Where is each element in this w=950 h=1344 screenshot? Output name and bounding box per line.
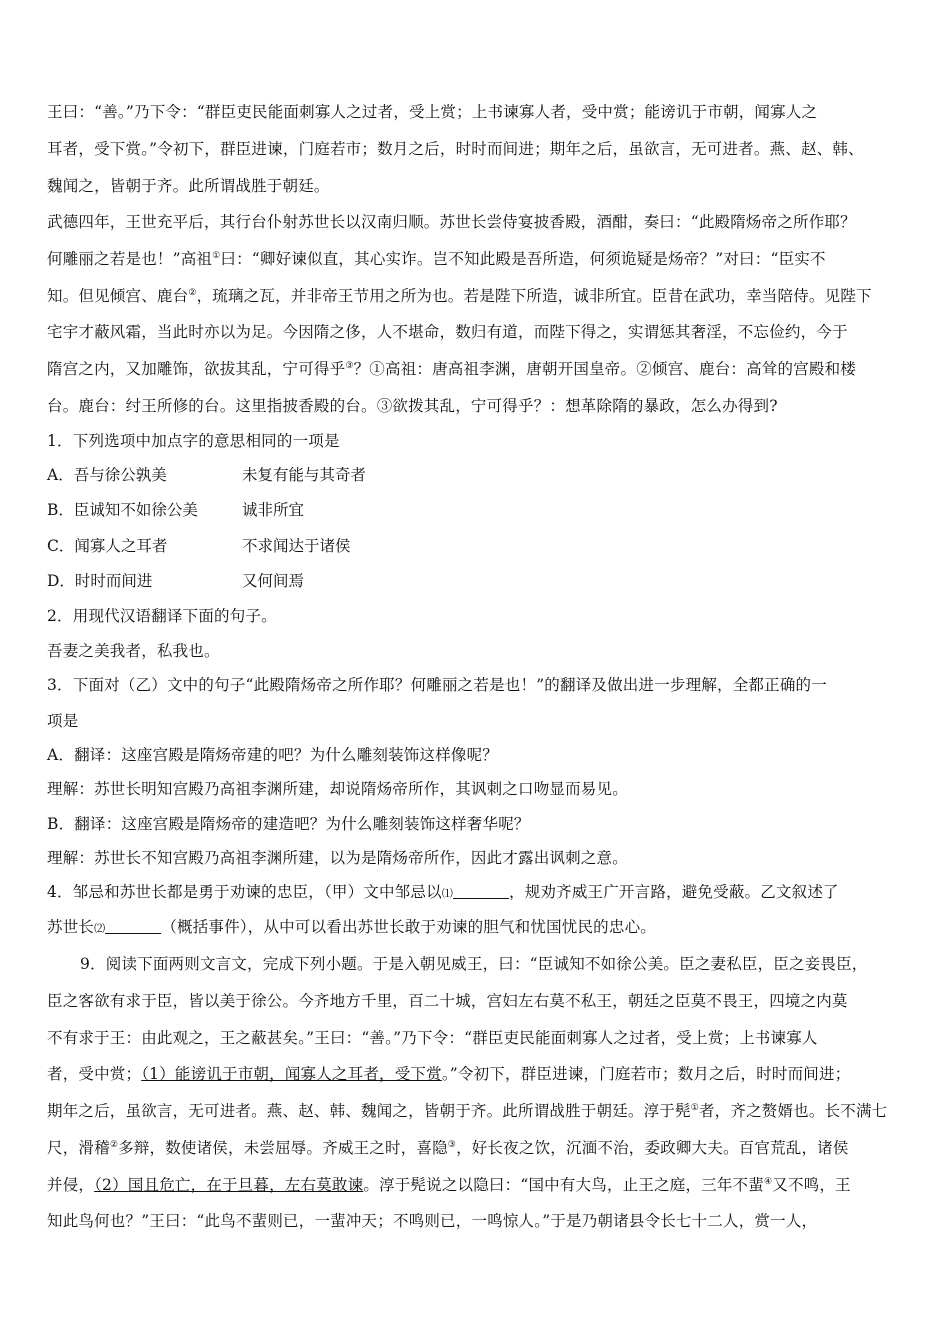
q1-option-b: B．臣诚知不如徐公美 [47, 501, 198, 519]
answer-blank-2[interactable] [105, 919, 161, 934]
footnote-marker: ① [212, 251, 221, 261]
text-line: 隋宫之内，又加雕饰，欲拔其乱，宁可得乎③？①高祖：唐高祖李渊，唐朝开国皇帝。②倾宫、鹿台：高耸的宫殿和楼 [47, 360, 856, 378]
text-line: 并侵，（2）国且危亡，在于旦暮，左右莫敢谏。淳于髡说之以隐曰：“国中有大鸟，止王之庭，三年不蜚④又不鸣，王 [47, 1176, 851, 1194]
footnote-marker: ① [690, 1103, 699, 1113]
text-line: 者，受中赏；（1）能谤讥于市朝，闻寡人之耳者，受下赏。”令初下，群臣进谏，门庭若市；数月之后，时时而间进； [47, 1065, 851, 1083]
underlined-sentence-1: （1）能谤讥于市朝，闻寡人之耳者，受下赏 [141, 1065, 442, 1083]
text-line: 知此鸟何也？”王曰：“此鸟不蜚则已，一蜚冲天；不鸣则已，一鸣惊人。”于是乃朝诸县令长七十二人，赏一人， [47, 1212, 818, 1230]
q1-option-b-pair: 诚非所宜 [242, 501, 305, 519]
footnote-marker: ② [188, 288, 197, 298]
question-3-stem-cont: 项是 [47, 712, 79, 730]
text-line: 不有求于王：由此观之，王之蔽甚矣。”王曰：“善。”乃下令：“群臣吏民能面刺寡人之过者，受上赏；上书谏寡人 [47, 1029, 818, 1047]
text-line: 台。鹿台：纣王所修的台。这里指披香殿的台。③欲拨其乱，宁可得乎？：想革除隋的暴政，怎么办得到? [47, 397, 778, 415]
q1-option-c: C．闻寡人之耳者 [47, 537, 168, 555]
text-line: 9．阅读下面两则文言文，完成下列小题。于是入朝见威王，曰：“臣诚知不如徐公美。臣之妻私臣，臣之妾畏臣， [80, 955, 868, 973]
footnote-marker: ③ [345, 361, 354, 371]
q1-option-a: A．吾与徐公孰美 [47, 466, 167, 484]
text-line: 知。但见倾宫、鹿台②，琉璃之瓦，并非帝王节用之所为也。若是陛下所造，诚非所宜。臣昔在武功，幸当陪侍。见陛下 [47, 287, 872, 305]
text-line: 耳者，受下赏。”令初下，群臣进谏，门庭若市；数月之后，时时而间进；期年之后，虽欲言，无可进者。燕、赵、韩、 [47, 140, 864, 158]
text-line: 期年之后，虽欲言，无可进者。燕、赵、韩、魏闻之，皆朝于齐。此所谓战胜于朝廷。淳于髡①者，齐之赘婿也。长不满七 [47, 1102, 888, 1120]
text-line: 武德四年，王世充平后，其行台仆射苏世长以汉南归顺。苏世长尝侍宴披香殿，酒酣，奏曰：“此殿隋炀帝之所作耶？ [47, 213, 856, 231]
q1-option-a-pair: 未复有能与其奇者 [242, 466, 367, 484]
q3-option-a-translation: A．翻译：这座宫殿是隋炀帝建的吧？为什么雕刻装饰这样像呢？ [47, 746, 498, 764]
text-line: 王曰：“善。”乃下令：“群臣吏民能面刺寡人之过者，受上赏；上书谏寡人者，受中赏；能谤讥于市朝，闻寡人之 [47, 103, 818, 121]
q1-option-d: D．时时而间进 [47, 572, 153, 590]
footnote-marker: ③ [447, 1140, 457, 1150]
q1-option-d-pair: 又何间焉 [242, 572, 305, 590]
blank-marker-1: ⑴ [441, 887, 454, 900]
text-line: 何雕丽之若是也！”高祖①曰：“卿好谏似直，其心实诈。岂不知此殿是吾所造，何须诡疑是炀帝？”对曰：“臣实不 [47, 250, 826, 268]
question-2-sentence: 吾妻之美我者，私我也。 [47, 642, 220, 660]
question-3-stem: 3．下面对（乙）文中的句子“此殿隋炀帝之所作耶？何雕丽之若是也！”的翻译及做出进一步理解，全都正确的一 [47, 676, 827, 694]
q3-option-b-translation: B．翻译：这座宫殿是隋炀帝的建造吧？为什么雕刻装饰这样奢华呢？ [47, 815, 530, 833]
text-line: 魏闻之，皆朝于齐。此所谓战胜于朝廷。 [47, 177, 330, 195]
question-4-line-1: 4．邹忌和苏世长都是勇于劝谏的忠臣，（甲）文中邹忌以⑴ ，规劝齐威王广开言路，避免受蔽。乙文叙述了 [47, 883, 839, 901]
question-2-stem: 2．用现代汉语翻译下面的句子。 [47, 607, 277, 625]
footnote-marker: ② [109, 1140, 119, 1150]
text-line: 宅宇才蔽风霜，当此时亦以为足。今因隋之侈，人不堪命，数归有道，而陛下得之，实谓惩其奢淫，不忘俭约，今于 [47, 323, 848, 341]
q1-option-c-pair: 不求闻达于诸侯 [242, 537, 351, 555]
blank-marker-2: ⑵ [94, 922, 106, 935]
text-line: 臣之客欲有求于臣，皆以美于徐公。今齐地方千里，百二十城，宫妇左右莫不私王，朝廷之臣莫不畏王，四境之内莫 [47, 992, 848, 1010]
footnote-marker: ④ [763, 1177, 773, 1187]
question-1-stem: 1．下列选项中加点字的意思相同的一项是 [47, 432, 340, 450]
underlined-sentence-2: （2）国且危亡，在于旦暮，左右莫敢谏 [94, 1176, 364, 1194]
question-4-line-2: 苏世长⑵ （概括事件），从中可以看出苏世长敢于劝谏的胆气和忧国忧民的忠心。 [47, 918, 656, 936]
q3-option-a-understanding: 理解：苏世长明知宫殿乃高祖李渊所建，却说隋炀帝所作，其讽刺之口吻显而易见。 [47, 780, 628, 798]
answer-blank-1[interactable] [453, 884, 509, 899]
q3-option-b-understanding: 理解：苏世长不知宫殿乃高祖李渊所建，以为是隋炀帝所作，因此才露出讽刺之意。 [47, 849, 628, 867]
text-line: 尺，滑稽②多辩，数使诸侯，未尝屈辱。齐威王之时，喜隐③，好长夜之饮，沉湎不治，委政卿大夫。百官荒乱，诸侯 [47, 1139, 849, 1157]
